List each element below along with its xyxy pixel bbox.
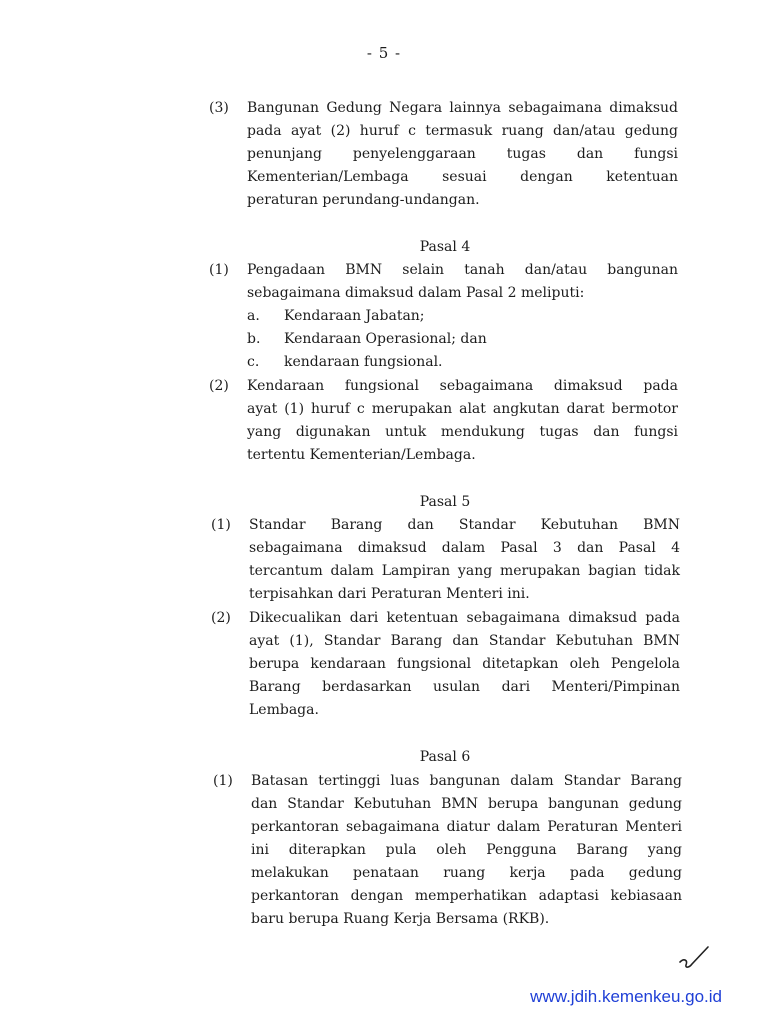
list-item: Kendaraan Jabatan;: [284, 308, 425, 324]
paragraph-line: sebagaimana dimaksud dalam Pasal 2 meliputi:: [247, 285, 585, 301]
paragraph-line: ayat (1), Standar Barang dan Standar Kebutuhan BMN: [249, 633, 680, 649]
paragraph-line: terpisahkan dari Peraturan Menteri ini.: [249, 586, 530, 602]
footer-website-link[interactable]: www.jdih.kemenkeu.go.id: [530, 987, 722, 1006]
paragraph-line: Standar Barang dan Standar Kebutuhan BMN: [249, 517, 680, 533]
paragraph-line: perkantoran sebagaimana diatur dalam Peraturan Menteri: [251, 819, 682, 835]
paragraph-line: Barang berdasarkan usulan dari Menteri/Pimpinan: [249, 679, 680, 695]
list-item-letter: c.: [247, 354, 260, 370]
paragraph-number: (1): [213, 773, 233, 789]
paragraph-line: ini diterapkan pula oleh Pengguna Barang yang: [251, 842, 682, 858]
paragraph-line: Lembaga.: [249, 702, 319, 718]
paragraph-number: (2): [209, 378, 229, 394]
paragraph-line: Kementerian/Lembaga sesuai dengan ketentuan: [247, 169, 678, 185]
paragraph-line: tercantum dalam Lampiran yang merupakan bagian tidak: [249, 563, 680, 579]
paragraph-line: ayat (1) huruf c merupakan alat angkutan darat bermotor: [247, 401, 678, 417]
list-item: Kendaraan Operasional; dan: [284, 331, 487, 347]
paragraph-number: (1): [209, 262, 229, 278]
initial-mark-icon: [676, 944, 712, 976]
paragraph-line: perkantoran dengan memperhatikan adaptasi kebiasaan: [251, 888, 682, 904]
paragraph-line: penunjang penyelenggaraan tugas dan fungsi: [247, 146, 678, 162]
paragraph-line: berupa kendaraan fungsional ditetapkan oleh Pengelola: [249, 656, 680, 672]
paragraph-number: (3): [209, 100, 229, 116]
paragraph-line: Dikecualikan dari ketentuan sebagaimana dimaksud pada: [249, 610, 680, 626]
article-heading: Pasal 4: [419, 239, 471, 255]
paragraph-line: pada ayat (2) huruf c termasuk ruang dan/atau gedung: [247, 123, 678, 139]
list-item-letter: a.: [247, 308, 260, 324]
page-number: - 5 -: [366, 44, 402, 62]
paragraph-line: Pengadaan BMN selain tanah dan/atau bangunan: [247, 262, 678, 278]
paragraph-line: baru berupa Ruang Kerja Bersama (RKB).: [251, 911, 550, 927]
paragraph-number: (2): [211, 610, 231, 626]
paragraph-line: Batasan tertinggi luas bangunan dalam Standar Barang: [251, 773, 682, 789]
paragraph-line: dan Standar Kebutuhan BMN berupa bangunan gedung: [251, 796, 682, 812]
paragraph-line: melakukan penataan ruang kerja pada gedung: [251, 865, 682, 881]
article-heading: Pasal 6: [419, 749, 471, 765]
article-heading: Pasal 5: [419, 494, 471, 510]
paragraph-line: Bangunan Gedung Negara lainnya sebagaimana dimaksud: [247, 100, 678, 116]
list-item-letter: b.: [247, 331, 261, 347]
paragraph-line: yang digunakan untuk mendukung tugas dan fungsi: [247, 424, 678, 440]
list-item: kendaraan fungsional.: [284, 354, 443, 370]
paragraph-line: sebagaimana dimaksud dalam Pasal 3 dan Pasal 4: [249, 540, 680, 556]
paragraph-number: (1): [211, 517, 231, 533]
paragraph-line: peraturan perundang-undangan.: [247, 192, 480, 208]
paragraph-line: tertentu Kementerian/Lembaga.: [247, 447, 476, 463]
paragraph-line: Kendaraan fungsional sebagaimana dimaksud pada: [247, 378, 678, 394]
